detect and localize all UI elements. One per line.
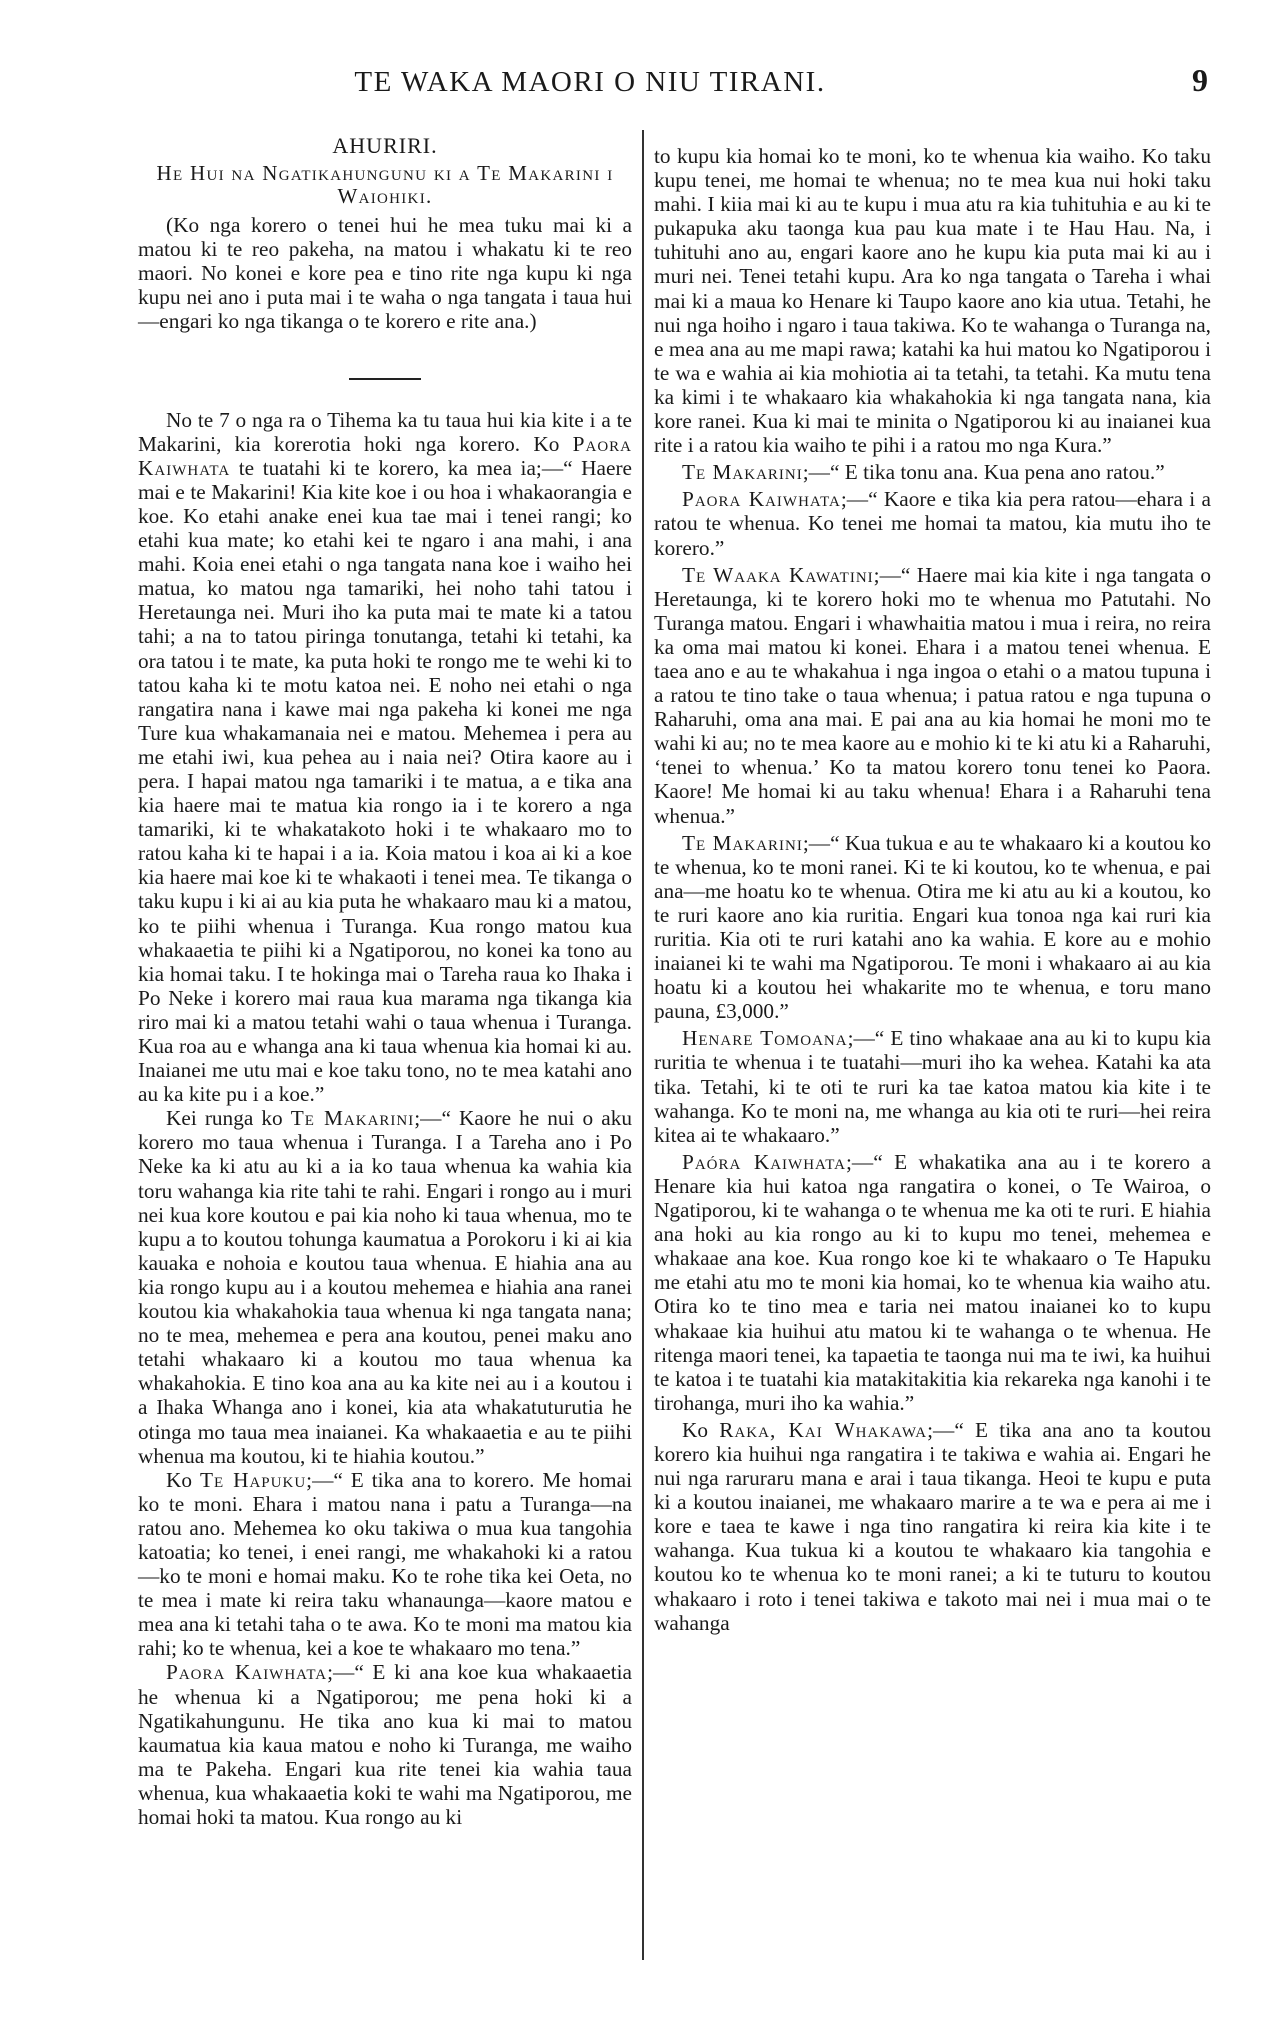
- speaker-name: Te Makarini: [290, 1106, 415, 1131]
- article-paragraph: [138, 1106, 632, 1467]
- speaker-name: Paora Kaiwhata: [682, 487, 841, 512]
- speaker-name: Te Makarini: [682, 830, 803, 855]
- article-paragraph: [654, 460, 1211, 484]
- speaker-name: Paora Kaiwhata: [138, 431, 632, 480]
- speaker-name: Raka, Kai Whakawa: [719, 1417, 928, 1442]
- paragraph-text: ;—“ E whakatika ana au i te korero a Henare kia hui katoa nga rangatira o konei, o Te Wairoa, o Ngatiporou, ki te wahanga o te whenua me ka oti te ruri. E hiahia ana hoki au kia rongo au ki to kupu mo tenei, mehemea e whakaae ana koe. Kua rongo koe ki te whakaaro o Te Hapuku me etahi atu mo te moni kia homai, ko te whenua kia waiho atu. Otira ko te tino mea e taria nei matou inaianei ko to kupu whakaae kia huihui atu matou ki te wahanga o te whenua. He ritenga maori tenei, ka tapaetia te taonga nui ma te iwi, ka huihui te katoa i te tuatahi kia matakitakitia kia rekareka nga kanohi i te tirohanga, muri iho ka wahia.”: [654, 1149, 1211, 1415]
- speaker-name: Paóra Kaiwhata: [682, 1149, 846, 1174]
- article-subtitle: He Hui na Ngatikahungunu ki a Te Makarini i Waiohiki.: [156, 161, 614, 208]
- article-paragraph: [654, 487, 1211, 559]
- left-column: [138, 134, 632, 1829]
- article-paragraph: [654, 1418, 1211, 1635]
- speaker-name: Paora Kaiwhata: [166, 1660, 328, 1685]
- speaker-name: Henare Tomoana: [682, 1026, 848, 1051]
- article-paragraph: [138, 408, 632, 1107]
- article-paragraph: [654, 563, 1211, 828]
- article-paragraph: [138, 1660, 632, 1829]
- paragraph-text: ;—“ E ki ana koe kua whakaaetia he whenua ki a Ngatiporou; me pena hoki ki a Ngatikahungunu. He tika ano kua ki mai to matou kaumatua kia kaua matou e noho ki Turanga, me waiho ma te Pakeha. Engari kua rite tenei kia wahia taua whenua, kua whakaaetia koki te wahi ma Ngatiporou, me homai hoki ta matou. Kua rongo au ki: [138, 1660, 632, 1829]
- paragraph-prefix: Ko: [682, 1417, 720, 1442]
- speaker-name: Te Makarini: [682, 460, 803, 485]
- paragraph-text: ;—“ E tika ana to korero. Me homai ko te moni. Ehara i matou nana i patu a Turanga—na ratou ano. Mehemea ko oku takiwa o mua kua tangohia katoatia; ko tenei, i enei rangi, me whakahoki ki a ratou—ko te moni e homai maku. Ko te rohe tika kei Oeta, no te mea i mate ki reira taku whanaunga—kaore matou e mea ana ki tetahi taha o te awa. Ko te moni ma matou kia rahi; ko te whenua, kei a koe te whakaaro mo tena.”: [138, 1467, 632, 1661]
- speaker-name: Te Waaka Kawatini: [682, 562, 874, 587]
- article-paragraph: [654, 144, 1211, 457]
- article-paragraph: [654, 831, 1211, 1024]
- paragraph-text: ;—“ Haere mai kia kite i nga tangata o Heretaunga, ki te korero hoki mo te whenua mo Patutahi. No Turanga matou. Engari i whawhaitia matou i mua i reira, no reira ka oma mai matou ki konei. Ehara i a matou tenei whenua. E taea ano e au te whakahua i nga ingoa o etahi o a matou tupuna i a ratou te tino take o taua whenua; i patua ratou e nga tupuna o Raharuhi, oma ana mai. E pai ana au kia homai he moni mo te wahi ki au; no te mea kaore au e mohio ki te ki atu ki a Raharuhi, ‘tenei to whenua.’ Ko ta matou korero tonu tenei ko Paora. Kaore! Me homai ki au taku whenua! Ehara i a Raharuhi tena whenua.”: [654, 562, 1212, 828]
- paragraph-text: te tuatahi ki te korero, ka mea ia;—“ Haere mai e te Makarini! Kia kite koe i ou hoa i whakaorangia e koe. Ko etahi anake enei kua tae mai i tenei rangi; ko etahi kua mate; ko etahi kei te ngaro i ana mahi, i ana mahi. Koia enei etahi o nga tangata nana koe i waiho hei matua, ko matou nga tamariki, hei noho tahi tatou i Heretaunga nei. Muri iho ka puta mai te mate ki a tatou tahi; a na to tatou piringa tonutanga, tetahi ki tetahi, ka ora tatou i te mate, ka puta hoki te rongo me te wehi ki to tatou kaha ki te motu katoa nei. E noho nei etahi o nga rangatira nana i kawe mai nga pakeha ki konei me nga Ture kua whakamanaia nei e matou. Mehemea i pera au me etahi iwi, kua pehea au i naia nei? Otira kaore au i pera. I hapai matou nga tamariki i te matua, a e tika ana kia haere mai te matua kia rongo ia i te korero a nga tamariki, ki te whakatakoto hoki i te whakaaro mo to ratou kaha ki te hapai i a ia. Koia matou i koa ai ki a koe kia haere mai koe ki te whakaoti i tenei mea. Te tikanga o taku kupu i ki ai au kia puta he whakaaro mau ki a matou, ko te piihi whenua i Turanga. Kua rongo matou kua whakaaetia te piihi ki a Ngatiporou, no konei ka tono au kia homai taku. I te hokinga mai o Tareha raua ko Ihaka i Po Neke i korero mai raua kua marama nga tikanga kia riro mai ki a matou tetahi wahi o taua whenua i Turanga. Kua roa au e whanga ana ki taua whenua kia homai ki au. Inaianei me utu mai e koe taku tono, no te mea katahi ano au ka kite pu i a koe.”: [138, 455, 632, 1107]
- column-divider: [642, 130, 644, 1960]
- page-number: 9: [1192, 62, 1208, 98]
- article-paragraph: [654, 1026, 1211, 1146]
- article-paragraph: [138, 213, 632, 333]
- paragraph-prefix: Kei runga ko: [166, 1106, 291, 1131]
- paragraph-text: (Ko nga korero o tenei hui he mea tuku mai ki a matou ki te reo pakeha, na matou i whakatu ki te reo maori. No konei e kore pea e tino rite nga kupu ki nga kupu nei ano i puta mai i te waha o nga tangata i taua hui—engari ko nga tikanga o te korero e rite ana.): [138, 213, 632, 334]
- paragraph-text: ;—“ Kaore he nui o aku korero mo taua whenua i Turanga. I a Tareha ano i Po Neke ka ki atu au ki a ia ko taua whenua ka wahia kia toru wahanga kia rite tahi te rahi. Engari i rongo au i muri nei kua kore koutou e pai kia noho ki taua whenua, mo te kupu a to koutou tohunga kaumatua a Porokoru i ki ai kia kauaka e nohoia e koutou taua whenua. E hiahia ana au kia rongo kupu au i a koutou mehemea e hiahia ana ranei koutou kia whakahokia taua whenua ki nga tangata nana; no te mea, mehemea e pera ana koutou, penei maku ano tetahi whakaaro ki a koutou mo taua whenua ka whakahokia. E tino koa ana au ka kite nei au i a koutou i a Ihaka Whanga ano i konei, kia ata whakatuturutia he otinga mo taua mea inaianei. Ka whakaaetia e au te piihi whenua ma koutou, ki te hiahia koutou.”: [138, 1106, 633, 1468]
- paragraph-text: ;—“ Kua tukua e au te whakaaro ki a koutou ko te whenua, ko te moni ranei. Ki te ki koutou, ko te whenua, e pai ana—me hoatu ko te whenua. Otira me ki atu au ki a koutou, ko te ruri kaore ano kia ruritia. Engari kua tonoa nga kai ruri kia ruritia. Kia oti te ruri katahi ano ka wahia. E kore au e mohio inaianei ki te wahi ma Ngatiporou. Te moni i whakaaro ai au kia hoatu ki a koutou hei whakarite mo te whenua, e toru mano pauna, £3,000.”: [654, 830, 1211, 1024]
- article-paragraph: [654, 1150, 1211, 1415]
- running-title: TE WAKA MAORI O NIU TIRANI.: [354, 66, 826, 98]
- paragraph-text: ;—“ Kaore e tika kia pera ratou—ehara i a ratou te whenua. Ko tenei me homai ta matou, kia mutu iho te korero.”: [654, 487, 1211, 560]
- paragraph-text: ;—“ E tika tonu ana. Kua pena ano ratou.”: [802, 460, 1165, 485]
- paragraph-text: ;—“ E tino whakaae ana au ki to kupu kia ruritia te whenua i te tuatahi—muri iho ka wehea. Katahi ka ata tika. Tetahi, ki te oti te ruri ka tae katoa matou kia kite i te wahanga. Ko te moni na, me whanga au kia oti te ruri—hei reira kitea ai te whakaaro.”: [654, 1026, 1212, 1147]
- speaker-name: Te Hapuku: [199, 1467, 307, 1492]
- paragraph-prefix: Ko: [166, 1467, 200, 1492]
- paragraph-text: to kupu kia homai ko te moni, ko te whenua kia waiho. Ko taku kupu tenei, me homai te whenua; no te mea kua nui hoki taku mahi. I kiia mai ki au te kupu i mua atu ra kia tuhituhia e au ki te pukapuka aku taonga kua pau kua mate i te Hau Hau. Na, i tuhituhi ano au, engari kaore ano he kupu kia puta mai ki au i muri nei. Tenei tetahi kupu. Ara ko nga tangata o Tareha i whai mai ki a maua ko Henare ki Taupo kaore ano kia utua. Tetahi, he nui nga hoiho i ngaro i taua takiwa. Ko te wahanga o Turanga na, e mea ana au me mapi rawa; katahi ka hui matou ko Ngatiporou i te wa e wahia ai kia mohiotia ai ta tetahi, ta tetahi. Ka mutu tena ka kimi i te whakaaro kia whakahokia ki nga tangata nana, kia kore ranei. Kua ki mai te minita o Ngatiporou ki au inaianei kua rite i a ratou kia waiho te pihi i a ratou mo nga Kura.”: [654, 144, 1211, 458]
- paragraph-text: ;—“ E tika ana ano ta koutou korero kia huihui nga rangatira i te takiwa e wahia ai. Engari he nui nga raruraru mana e arai i taua tikanga. Heoi te kupu e puta ki a koutou inaianei, me whakaaro marire a te wa e pera ai me i kore e taea te kawe i nga tino rangatira ki reira kia kite i te wahanga. Kua tukua ki a koutou te whakaaro kia tangohia e koutou ko te whenua ko te moni ranei; a ki te tuturu to koutou whakaaro i roto i tenei takiwa e takoto mai nei i mua mai o te wahanga: [654, 1417, 1211, 1635]
- article-title: AHURIRI.: [332, 133, 438, 158]
- section-rule: [349, 378, 421, 380]
- article-paragraph: [138, 1468, 632, 1661]
- right-column: [654, 144, 1211, 1635]
- paragraph-prefix: No te 7 o nga ra o Tihema ka tu taua hui kia kite i a te Makarini, kia korerotia hoki nga korero. Ko: [138, 407, 632, 456]
